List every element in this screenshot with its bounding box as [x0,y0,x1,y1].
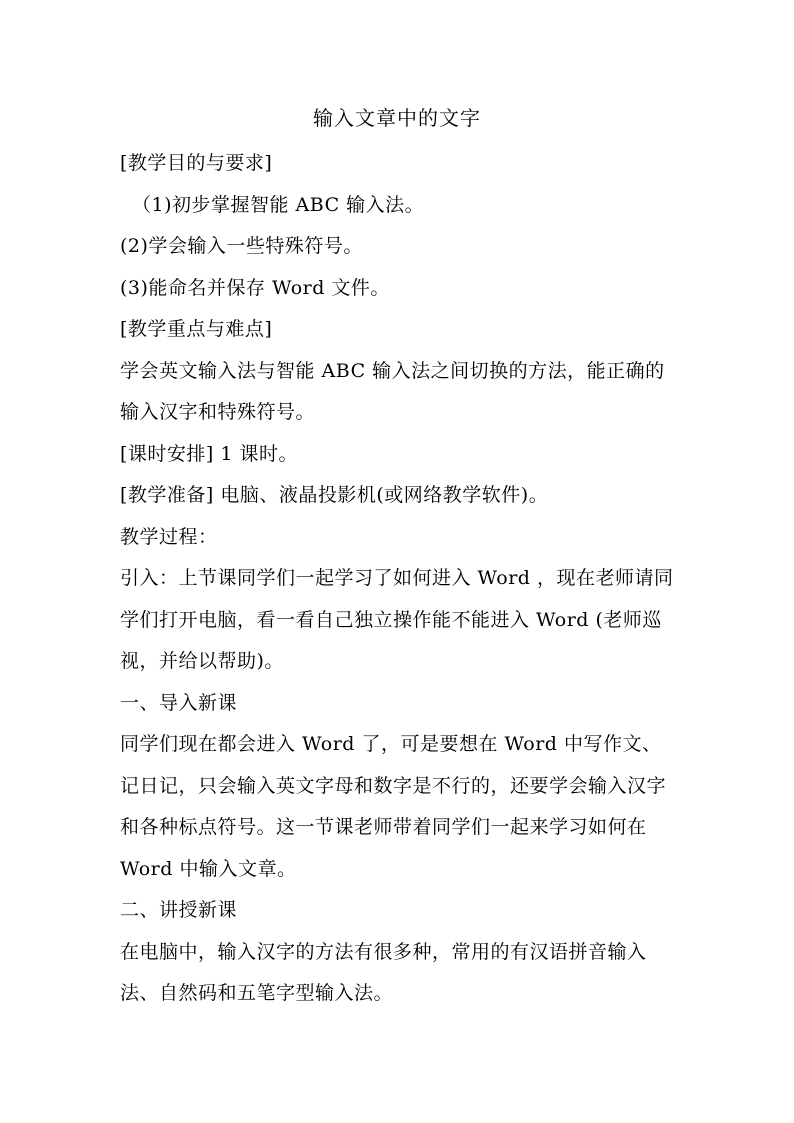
new-lesson-intro-paragraph: 同学们现在都会进入 Word 了，可是要想在 Word 中写作文、记日记，只会输入英文字母和数字是不行的，还要学会输入汉字和各种标点符号。这一节课老师带着同学们一起来学习如何在 Word 中输入文章。 [120,733,667,880]
document-title: 输入文章中的文字 [313,106,481,130]
objective-item-2: (2)学会输入一些特殊符号。 [120,235,363,257]
introduction-paragraph: 引入：上节课同学们一起学习了如何进入 Word ，现在老师请同学们打开电脑，看一看自己独立操作能不能进入 Word (老师巡视，并给以帮助)。 [120,567,674,672]
objective-item-3: (3)能命名并保存 Word 文件。 [120,276,390,299]
teaching-paragraph: 在电脑中，输入汉字的方法有很多种，常用的有汉语拼音输入法、自然码和五笔字型输入法。 [120,940,647,1004]
section-heading-teaching: 二、讲授新课 [120,899,238,921]
section-heading-objectives: [教学目的与要求] [120,152,273,174]
objective-item-1: （1)初步掌握智能 ABC 输入法。 [132,193,425,216]
schedule-line: [课时安排] 1 课时。 [120,442,298,465]
document-body [120,143,676,1015]
key-points-paragraph: 学会英文输入法与智能 ABC 输入法之间切换的方法，能正确的输入汉字和特殊符号。 [120,359,665,423]
section-heading-key-points: [教学重点与难点] [120,318,273,340]
section-heading-new-lesson-intro: 一、导入新课 [120,691,238,714]
section-heading-process: 教学过程： [120,525,218,548]
preparation-line: [教学准备] 电脑、液晶投影机(或网络教学软件)。 [120,484,549,506]
